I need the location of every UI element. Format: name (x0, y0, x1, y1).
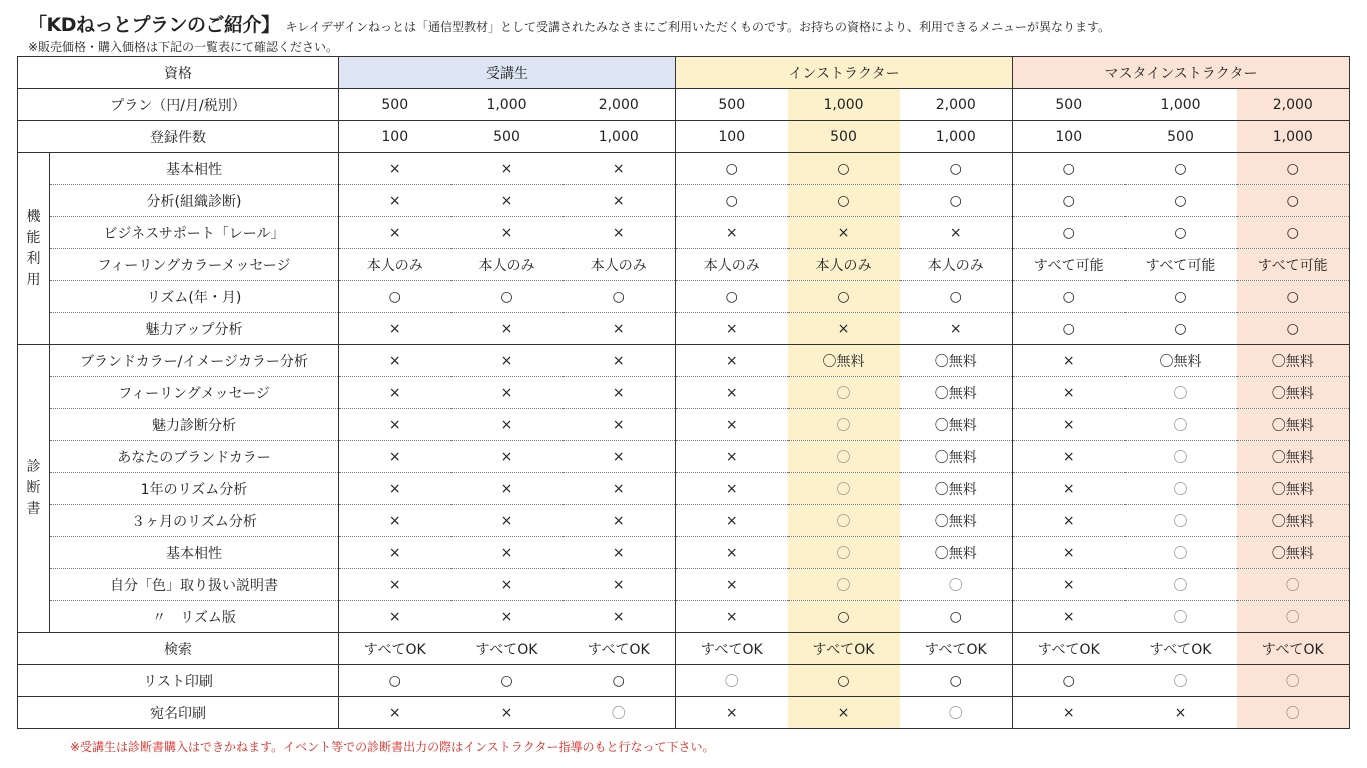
section2-cell: × (563, 377, 676, 409)
section1-cell: 本人のみ (788, 249, 900, 281)
count-label: 登録件数 (18, 121, 339, 153)
category-char: 機 (26, 208, 41, 225)
category-char: 診 (26, 459, 41, 475)
section2-cell: × (1013, 537, 1125, 569)
section2-cell: × (676, 601, 788, 633)
count-value: 500 (788, 121, 900, 153)
section1-cell: ○ (1013, 153, 1125, 185)
section1-cell: ○ (451, 281, 563, 313)
section2-row (18, 569, 1350, 601)
section1-cell: ○ (1237, 313, 1350, 345)
plan-price: 1,000 (1125, 89, 1237, 121)
section2-row-label: 基本相性 (50, 537, 339, 569)
section1-cell: ○ (900, 153, 1013, 185)
section2-cell: 〇無料 (1237, 377, 1350, 409)
section2-cell: × (563, 345, 676, 377)
bottom-row (18, 665, 1350, 697)
section1-cell: × (451, 153, 563, 185)
bottom-cell: ○ (451, 665, 563, 697)
bottom-cell: すべてOK (451, 633, 563, 665)
section2-row (18, 441, 1350, 473)
section2-row-label: 1年のリズム分析 (50, 473, 339, 505)
section2-cell: 〇 (1237, 569, 1350, 601)
plan-price: 1,000 (451, 89, 563, 121)
section2-cell: × (339, 569, 451, 601)
section1-row (18, 249, 1350, 281)
section2-row (18, 409, 1350, 441)
section2-cell: × (339, 345, 451, 377)
section2-cell: × (563, 409, 676, 441)
section2-cell: × (451, 377, 563, 409)
section1-cell: ○ (1125, 281, 1237, 313)
section2-cell: 〇 (788, 409, 900, 441)
section2-row-label: 魅力診断分析 (50, 409, 339, 441)
section2-cell: 〇 (1125, 569, 1237, 601)
plan-price: 1,000 (788, 89, 900, 121)
bottom-cell: ○ (900, 665, 1013, 697)
section2-cell: 〇無料 (788, 345, 900, 377)
plan-row (18, 89, 1350, 121)
section2-cell: × (676, 345, 788, 377)
section1-cell: × (339, 313, 451, 345)
section1-cell: すべて可能 (1125, 249, 1237, 281)
section2-cell: × (676, 569, 788, 601)
section1-cell: × (451, 185, 563, 217)
count-row (18, 121, 1350, 153)
section2-cell: × (1013, 409, 1125, 441)
section2-cell: × (339, 537, 451, 569)
section1-cell: ○ (788, 185, 900, 217)
section2-cell: 〇無料 (1237, 537, 1350, 569)
section1-cell: × (676, 217, 788, 249)
plan-price: 500 (676, 89, 788, 121)
bottom-cell: すべてOK (1125, 633, 1237, 665)
count-value: 1,000 (563, 121, 676, 153)
section2-cell: ○ (788, 601, 900, 633)
section1-cell: × (563, 313, 676, 345)
section2-row (18, 601, 1350, 633)
section2-cell: × (339, 441, 451, 473)
section2-cell: 〇 (1125, 537, 1237, 569)
section2-cell: × (563, 505, 676, 537)
footer-note: ※受講生は診断書購入はできかねます。イベント等での診断書出力の際はインストラクター指導のもと行なって下さい。 (70, 740, 715, 754)
bottom-cell: × (1013, 697, 1125, 729)
section1-cell: × (900, 217, 1013, 249)
plan-price: 500 (339, 89, 451, 121)
section2-row-label: 自分「色」取り扱い説明書 (50, 569, 339, 601)
section2-cell: 〇 (788, 537, 900, 569)
section2-cell: × (1013, 345, 1125, 377)
section1-cell: × (900, 313, 1013, 345)
section2-cell: × (451, 345, 563, 377)
bottom-row-label: 宛名印刷 (18, 697, 339, 729)
qualification-label: 資格 (18, 57, 339, 89)
plan-price: 2,000 (900, 89, 1013, 121)
section2-cell: × (676, 473, 788, 505)
section2-cell: 〇 (1125, 601, 1237, 633)
section1-cell: × (563, 185, 676, 217)
section2-cell: 〇無料 (900, 473, 1013, 505)
section2-cell: 〇 (788, 441, 900, 473)
section2-row (18, 377, 1350, 409)
category-char: 用 (26, 271, 41, 288)
section1-cell: すべて可能 (1013, 249, 1125, 281)
section2-cell: 〇無料 (900, 377, 1013, 409)
qualification-row (18, 57, 1350, 89)
section1-cell: 本人のみ (451, 249, 563, 281)
section2-cell: 〇無料 (1237, 409, 1350, 441)
section2-cell: 〇 (1125, 441, 1237, 473)
section1-cell: 本人のみ (900, 249, 1013, 281)
section1-cell: × (676, 313, 788, 345)
plan-table (17, 56, 1350, 729)
bottom-cell: すべてOK (900, 633, 1013, 665)
bottom-row (18, 697, 1350, 729)
section2-cell: × (451, 505, 563, 537)
section1-cell: × (451, 313, 563, 345)
section2-cell: × (339, 505, 451, 537)
section1-row-label: ビジネスサポート「レール」 (50, 217, 339, 249)
section1-cell: ○ (339, 281, 451, 313)
section1-cell: × (339, 217, 451, 249)
bottom-cell: 〇 (676, 665, 788, 697)
section2-cell: 〇 (788, 569, 900, 601)
section2-cell: × (451, 409, 563, 441)
plan-price: 2,000 (1237, 89, 1350, 121)
section2-cell: × (339, 601, 451, 633)
bottom-cell: すべてOK (788, 633, 900, 665)
section2-category-label (18, 345, 50, 633)
section1-cell: ○ (1237, 153, 1350, 185)
bottom-cell: ○ (563, 665, 676, 697)
section2-cell: × (451, 601, 563, 633)
plan-price: 500 (1013, 89, 1125, 121)
bottom-cell: × (451, 697, 563, 729)
bottom-cell: × (676, 697, 788, 729)
category-char: 能 (26, 229, 41, 246)
section1-cell: × (339, 185, 451, 217)
section1-cell: ○ (900, 185, 1013, 217)
section2-cell: 〇無料 (900, 537, 1013, 569)
section2-cell: × (451, 473, 563, 505)
section2-cell: 〇 (1125, 409, 1237, 441)
count-value: 1,000 (900, 121, 1013, 153)
section2-cell: × (563, 441, 676, 473)
group-header: マスタインストラクター (1013, 57, 1350, 89)
section2-cell: 〇無料 (1237, 505, 1350, 537)
section1-cell: 本人のみ (676, 249, 788, 281)
bottom-cell: × (788, 697, 900, 729)
bottom-cell: 〇 (1237, 665, 1350, 697)
count-value: 100 (1013, 121, 1125, 153)
section1-cell: ○ (788, 153, 900, 185)
section1-cell: ○ (676, 281, 788, 313)
section1-cell: ○ (676, 185, 788, 217)
count-value: 1,000 (1237, 121, 1350, 153)
section2-cell: 〇無料 (900, 441, 1013, 473)
bottom-cell: ○ (339, 665, 451, 697)
section2-cell: 〇無料 (1237, 473, 1350, 505)
section1-cell: × (563, 217, 676, 249)
section2-cell: 〇無料 (1237, 345, 1350, 377)
bottom-row-label: リスト印刷 (18, 665, 339, 697)
section1-cell: ○ (1013, 217, 1125, 249)
section1-row-label: 分析(組織診断) (50, 185, 339, 217)
section2-row-label: あなたのブランドカラー (50, 441, 339, 473)
title-main: 「KDねっとプランのご紹介】 (28, 14, 280, 36)
group-header: 受講生 (339, 57, 676, 89)
bottom-cell: すべてOK (563, 633, 676, 665)
section2-cell: × (676, 377, 788, 409)
count-value: 100 (339, 121, 451, 153)
bottom-cell: ○ (788, 665, 900, 697)
section2-cell: × (1013, 441, 1125, 473)
bottom-cell: すべてOK (676, 633, 788, 665)
section1-cell: ○ (788, 281, 900, 313)
section1-cell: ○ (1125, 185, 1237, 217)
section2-cell: × (1013, 505, 1125, 537)
price-note: ※販売価格・購入価格は下記の一覧表にて確認ください。 (28, 40, 339, 54)
section1-row (18, 313, 1350, 345)
group-header: インストラクター (676, 57, 1013, 89)
section1-row (18, 185, 1350, 217)
section2-cell: 〇 (1125, 377, 1237, 409)
plan-label: プラン（円/月/税別） (18, 89, 339, 121)
bottom-cell: すべてOK (1237, 633, 1350, 665)
page-title (28, 10, 1110, 37)
category-char: 断 (26, 480, 41, 496)
section1-row (18, 281, 1350, 313)
section1-cell: 本人のみ (563, 249, 676, 281)
section2-cell: 〇無料 (900, 345, 1013, 377)
count-value: 500 (451, 121, 563, 153)
bottom-cell: 〇 (1237, 697, 1350, 729)
section1-cell: ○ (1125, 313, 1237, 345)
bottom-cell: × (339, 697, 451, 729)
count-value: 500 (1125, 121, 1237, 153)
section1-cell: × (339, 153, 451, 185)
section1-cell: ○ (1125, 153, 1237, 185)
section1-cell: × (788, 217, 900, 249)
section2-row (18, 473, 1350, 505)
bottom-cell: ○ (1013, 665, 1125, 697)
section2-cell: 〇 (788, 377, 900, 409)
section2-cell: × (563, 473, 676, 505)
section2-cell: 〇無料 (900, 409, 1013, 441)
section2-cell: 〇 (1125, 473, 1237, 505)
bottom-row (18, 633, 1350, 665)
section2-cell: × (1013, 601, 1125, 633)
section1-cell: ○ (1237, 281, 1350, 313)
section2-cell: × (339, 377, 451, 409)
section2-cell: × (339, 409, 451, 441)
section2-cell: × (1013, 569, 1125, 601)
section2-cell: × (451, 441, 563, 473)
section2-cell: × (1013, 377, 1125, 409)
section2-row (18, 505, 1350, 537)
section2-row (18, 537, 1350, 569)
section2-row (18, 345, 1350, 377)
section1-row (18, 217, 1350, 249)
section2-cell: 〇無料 (1237, 441, 1350, 473)
section1-row-label: フィーリングカラーメッセージ (50, 249, 339, 281)
section2-cell: 〇無料 (1125, 345, 1237, 377)
section1-cell: 本人のみ (339, 249, 451, 281)
bottom-row-label: 検索 (18, 633, 339, 665)
section1-cell: ○ (1237, 217, 1350, 249)
section2-cell: × (563, 569, 676, 601)
section2-cell: × (339, 473, 451, 505)
section2-cell: × (676, 537, 788, 569)
section2-cell: × (563, 601, 676, 633)
section2-row-label: 〃 リズム版 (50, 601, 339, 633)
section2-cell: ○ (900, 601, 1013, 633)
section1-cell: ○ (1013, 281, 1125, 313)
section2-cell: × (451, 569, 563, 601)
section2-cell: 〇 (1125, 505, 1237, 537)
section2-cell: 〇 (1237, 601, 1350, 633)
section2-cell: × (676, 441, 788, 473)
count-value: 100 (676, 121, 788, 153)
section2-cell: × (563, 537, 676, 569)
bottom-cell: すべてOK (339, 633, 451, 665)
section2-cell: × (1013, 473, 1125, 505)
section2-row-label: ３ヶ月のリズム分析 (50, 505, 339, 537)
section1-cell: ○ (1237, 185, 1350, 217)
section1-category-label (18, 153, 50, 345)
section2-cell: × (676, 505, 788, 537)
title-subtitle: キレイデザインねっとは「通信型教材」として受講されたみなさまにご利用いただくものです。お持ちの資格により、利用できるメニューが異なります。 (285, 20, 1111, 34)
section1-cell: すべて可能 (1237, 249, 1350, 281)
bottom-cell: すべてOK (1013, 633, 1125, 665)
section2-cell: 〇 (788, 505, 900, 537)
section1-cell: ○ (563, 281, 676, 313)
bottom-cell: 〇 (900, 697, 1013, 729)
category-char: 書 (26, 501, 41, 517)
section1-cell: × (788, 313, 900, 345)
section2-cell: × (676, 409, 788, 441)
plan-price: 2,000 (563, 89, 676, 121)
section2-cell: × (451, 537, 563, 569)
section1-cell: ○ (676, 153, 788, 185)
section2-cell: 〇 (900, 569, 1013, 601)
section1-cell: ○ (1125, 217, 1237, 249)
section1-row (18, 153, 1350, 185)
section2-row-label: ブランドカラー/イメージカラー分析 (50, 345, 339, 377)
category-char: 利 (26, 250, 41, 267)
bottom-cell: × (1125, 697, 1237, 729)
section1-cell: ○ (1013, 313, 1125, 345)
section1-row-label: 魅力アップ分析 (50, 313, 339, 345)
section1-row-label: 基本相性 (50, 153, 339, 185)
section2-cell: 〇 (788, 473, 900, 505)
section1-cell: ○ (1013, 185, 1125, 217)
section1-cell: ○ (900, 281, 1013, 313)
section2-row-label: フィーリングメッセージ (50, 377, 339, 409)
section2-cell: 〇無料 (900, 505, 1013, 537)
section1-row-label: リズム(年・月) (50, 281, 339, 313)
section1-cell: × (563, 153, 676, 185)
bottom-cell: 〇 (563, 697, 676, 729)
bottom-cell: 〇 (1125, 665, 1237, 697)
section1-cell: × (451, 217, 563, 249)
